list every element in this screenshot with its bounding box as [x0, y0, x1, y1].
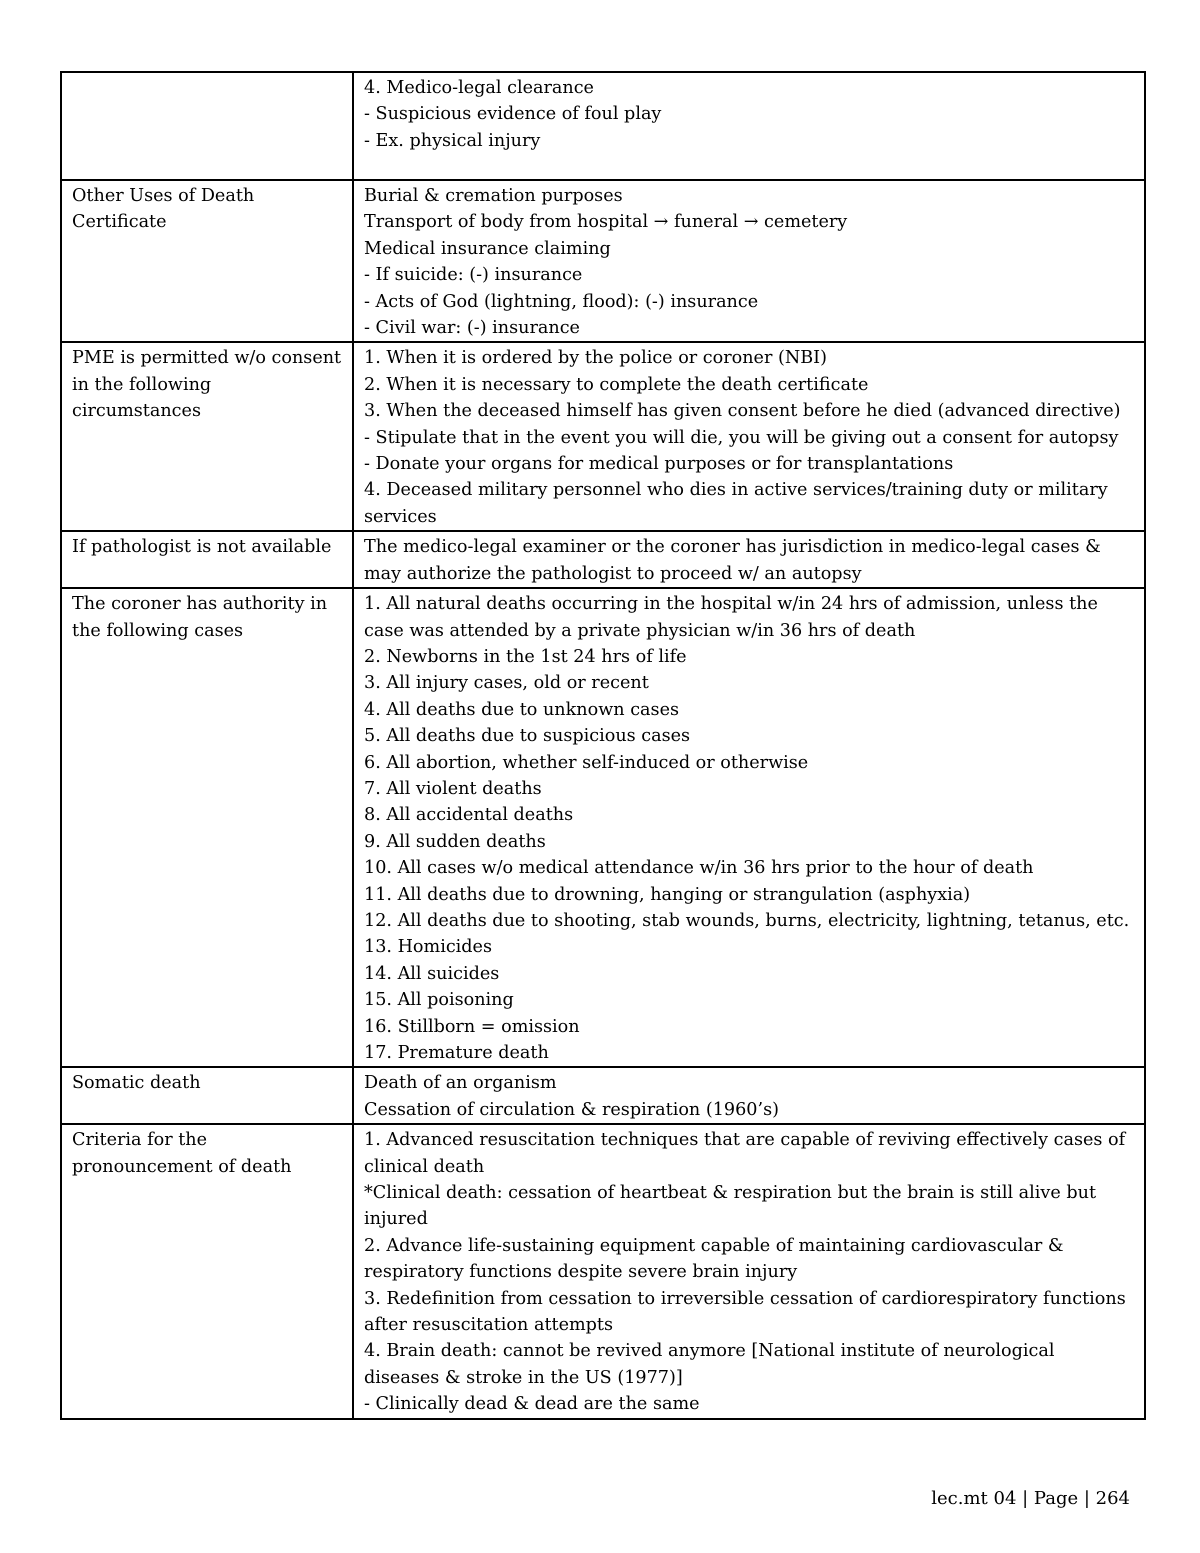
detail-cell — [353, 1067, 1145, 1124]
detail-line: - If suicide: (-) insurance — [364, 265, 583, 286]
detail-line: Burial & cremation purposes — [364, 186, 623, 206]
detail-line: 13. Homicides — [364, 937, 493, 958]
detail-line: 4. Medico-legal clearance — [364, 78, 594, 98]
detail-line: 11. All deaths due to drowning, hanging or strangulation (asphyxia) — [364, 884, 971, 905]
detail-line: 4. Brain death: cannot be revived anymore [National institute of neurological diseases & stroke in the US (1977)] — [364, 1341, 1055, 1388]
detail-line: 6. All abortion, whether self-induced or otherwise — [364, 752, 809, 773]
detail-line: - Donate your organs for medical purposes or for transplantations — [364, 454, 954, 475]
table-row — [61, 588, 1145, 1067]
detail-line: - Ex. physical injury — [364, 130, 541, 151]
detail-cell — [353, 342, 1145, 531]
topic-cell: Somatic death — [61, 1067, 353, 1124]
topic-cell: The coroner has authority in the following cases — [61, 588, 353, 1067]
detail-line: Transport of body from hospital → funeral → cemetery — [364, 212, 848, 233]
detail-cell — [353, 1124, 1145, 1418]
detail-line: 15. All poisoning — [364, 990, 514, 1011]
topic-cell — [61, 72, 353, 180]
table-row — [61, 72, 1145, 180]
detail-line: - Acts of God (lightning, flood): (-) insurance — [364, 291, 759, 312]
notes-table — [60, 71, 1146, 1420]
detail-line: Death of an organism — [364, 1073, 557, 1094]
detail-line: 1. All natural deaths occurring in the hospital w/in 24 hrs of admission, unless the case was attended by a private physician w/in 36 hrs of death — [364, 594, 1098, 641]
detail-line: 17. Premature death — [364, 1043, 549, 1063]
topic-cell: PME is permitted w/o consent in the following circumstances — [61, 342, 353, 531]
detail-line: 12. All deaths due to shooting, stab wounds, burns, electricity, lightning, tetanus, etc. — [364, 910, 1130, 931]
detail-line: 7. All violent deaths — [364, 778, 542, 799]
detail-line: *Clinical death: cessation of heartbeat & respiration but the brain is still alive but injured — [364, 1183, 1097, 1230]
page-footer: lec.mt 04 | Page | 264 — [931, 1488, 1130, 1509]
topic-cell: If pathologist is not available — [61, 531, 353, 588]
table-row — [61, 1124, 1145, 1418]
detail-line: 1. Advanced resuscitation techniques that are capable of reviving effectively cases of clinical death — [364, 1130, 1126, 1177]
document-page — [60, 71, 1142, 1420]
detail-line: 3. All injury cases, old or recent — [364, 673, 649, 694]
detail-line: - Clinically dead & dead are the same — [364, 1394, 700, 1415]
detail-line: - Stipulate that in the event you will die, you will be giving out a consent for autopsy — [364, 427, 1119, 448]
detail-line: 3. Redefinition from cessation to irreversible cessation of cardiorespiratory functions after resuscitation attempts — [364, 1288, 1126, 1336]
detail-line: The medico-legal examiner or the coroner has jurisdiction in medico-legal cases & may authorize the pathologist to proceed w/ an autopsy — [364, 537, 1101, 584]
detail-cell — [353, 588, 1145, 1067]
detail-line: 4. All deaths due to unknown cases — [364, 699, 680, 720]
topic-cell: Criteria for the pronouncement of death — [61, 1124, 353, 1418]
detail-line: 2. When it is necessary to complete the death certificate — [364, 374, 869, 395]
detail-line: 3. When the deceased himself has given consent before he died (advanced directive) — [364, 401, 1121, 422]
table-row — [61, 342, 1145, 531]
detail-line: Medical insurance claiming — [364, 238, 611, 259]
detail-line: 4. Deceased military personnel who dies in active services/training duty or military services — [364, 480, 1108, 527]
detail-line: 10. All cases w/o medical attendance w/in 36 hrs prior to the hour of death — [364, 858, 1034, 879]
detail-line: 5. All deaths due to suspicious cases — [364, 726, 691, 747]
detail-line: - Suspicious evidence of foul play — [364, 104, 662, 125]
detail-line: 14. All suicides — [364, 963, 500, 984]
detail-cell — [353, 72, 1145, 180]
detail-line: 9. All sudden deaths — [364, 831, 546, 852]
detail-line: 2. Newborns in the 1st 24 hrs of life — [364, 646, 687, 667]
detail-line: Cessation of circulation & respiration (1960’s) — [364, 1099, 779, 1120]
detail-cell — [353, 531, 1145, 588]
detail-line: 8. All accidental deaths — [364, 805, 574, 826]
detail-line: 16. Stillborn = omission — [364, 1016, 580, 1037]
detail-cell — [353, 180, 1145, 342]
detail-line: - Civil war: (-) insurance — [364, 318, 580, 339]
detail-line: 2. Advance life-sustaining equipment capable of maintaining cardiovascular & respiratory functions despite severe brain injury — [364, 1235, 1064, 1283]
topic-cell: Other Uses of Death Certificate — [61, 180, 353, 342]
table-row — [61, 531, 1145, 588]
table-row — [61, 1067, 1145, 1124]
table-row — [61, 180, 1145, 342]
detail-line: 1. When it is ordered by the police or coroner (NBI) — [364, 348, 827, 369]
